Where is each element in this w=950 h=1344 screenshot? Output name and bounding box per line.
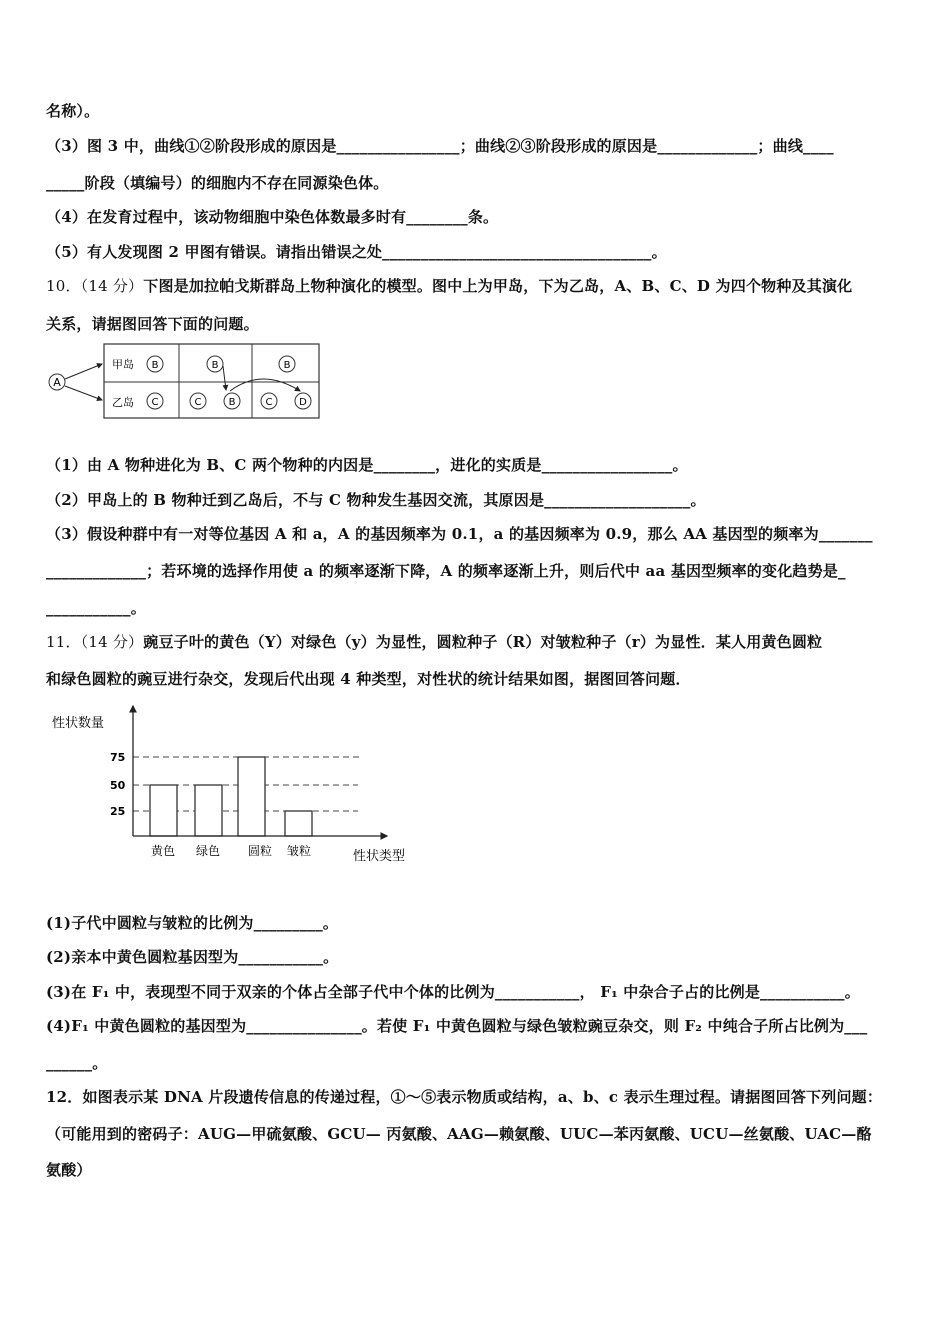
trait-bar-chart-svg — [40, 700, 420, 870]
q10-part3-line-1: （3）假设种群中有一对等位基因 A 和 a，A 的基因频率为 0.1，a 的基因频率为 0.9，那么 AA 基因型的频率为_______ — [46, 525, 873, 543]
y-tick-25: 25 — [110, 805, 126, 818]
q11-stem-line-2: 和绿色圆粒的豌豆进行杂交，发现后代出现 4 种类型，对性状的统计结果如图，据图回答问题． — [46, 670, 691, 688]
q9-part4: （4）在发育过程中，该动物细胞中染色体数最多时有________条。 — [46, 208, 499, 226]
x-cat-wrinkled: 皱粒 — [286, 844, 312, 858]
y-tick-50: 50 — [110, 779, 126, 792]
island-yi-label: 乙岛 — [112, 396, 134, 409]
x-cat-green: 绿色 — [195, 844, 221, 858]
svg-text:C: C — [265, 397, 273, 408]
q11-stem-line-1 — [46, 632, 822, 652]
x-cat-yellow: 黄色 — [150, 844, 176, 858]
svg-text:B: B — [283, 360, 291, 371]
trait-bar-chart — [40, 700, 420, 870]
q12-stem-line-1: 12．如图表示某 DNA 片段遗传信息的传递过程，①～⑤表示物质或结构，a、b、c 表示生理过程。请据图回答下列问题： — [46, 1088, 883, 1106]
y-tick-75: 75 — [110, 751, 126, 764]
svg-text:D: D — [299, 397, 307, 408]
q11-stem-text: 豌豆子叶的黄色（Y）对绿色（y）为显性，圆粒种子（R）对皱粒种子（r）为显性．某人用黄色圆粒 — [143, 633, 823, 651]
x-axis-label: 性状类型 — [353, 849, 406, 864]
q10-part3-line-2: _____________；若环境的选择作用使 a 的频率逐渐下降，A 的频率逐渐上升，则后代中 aa 基因型频率的变化趋势是_ — [46, 562, 846, 580]
svg-text:B: B — [151, 360, 159, 371]
speciation-diagram — [40, 340, 330, 425]
species-a-label: A — [53, 376, 61, 389]
q10-part1: （1）由 A 物种进化为 B、C 两个物种的内因是________，进化的实质是_________________。 — [46, 456, 688, 474]
island-jia-label: 甲岛 — [112, 358, 134, 371]
q10-stem-line-2: 关系，请据图回答下面的问题。 — [46, 315, 259, 333]
q11-part4-line-2: ______。 — [46, 1054, 108, 1072]
speciation-diagram-svg — [40, 340, 330, 425]
q9-line-1: 名称）。 — [46, 102, 100, 120]
q9-part3-line: （3）图 3 中，曲线①②阶段形成的原因是________________；曲线②③阶段形成的原因是_____________；曲线____ — [46, 137, 834, 155]
svg-text:B: B — [211, 360, 219, 371]
bar-round — [238, 757, 265, 836]
svg-text:C: C — [194, 397, 202, 408]
q12-stem-line-2: （可能用到的密码子：AUG—甲硫氨酸、GCU— 丙氨酸、AAG—赖氨酸、UUC—苯丙氨酸、UCU—丝氨酸、UAC—酪 — [46, 1125, 872, 1143]
x-cat-round: 圆粒 — [247, 844, 273, 858]
q9-part3-line-cont: _____阶段（填编号）的细胞内不存在同源染色体。 — [46, 174, 389, 192]
bar-green — [195, 785, 222, 836]
q11-part3: (3)在 F₁ 中，表现型不同于双亲的个体占全部子代中个体的比例为___________， F₁ 中杂合子占的比例是___________。 — [46, 983, 860, 1001]
y-axis-label: 性状数量 — [52, 716, 105, 731]
bar-yellow — [150, 785, 177, 836]
q11-number: 11．（14 分） — [46, 633, 144, 651]
q11-part2: (2)亲本中黄色圆粒基因型为___________。 — [46, 948, 339, 966]
q10-part3-line-3: ___________。 — [46, 599, 146, 617]
q10-stem-text: 下图是加拉帕戈斯群岛上物种演化的模型。图中上为甲岛，下为乙岛，A、B、C、D 为四个物种及其演化 — [143, 277, 853, 295]
svg-text:C: C — [151, 397, 159, 408]
bar-wrinkled — [285, 811, 312, 836]
q10-part2: （2）甲岛上的 B 物种迁到乙岛后，不与 C 物种发生基因交流，其原因是___________________。 — [46, 491, 706, 509]
q11-part1: (1)子代中圆粒与皱粒的比例为_________。 — [46, 914, 339, 932]
svg-text:B: B — [228, 397, 236, 408]
q9-part5: （5）有人发现图 2 甲图有错误。请指出错误之处___________________________________。 — [46, 243, 667, 261]
q11-part4-line-1: (4)F₁ 中黄色圆粒的基因型为_______________。若使 F₁ 中黄色圆粒与绿色皱粒豌豆杂交，则 F₂ 中纯合子所占比例为___ — [46, 1017, 868, 1035]
q10-stem-line-1 — [46, 276, 852, 296]
q12-stem-line-3: 氨酸） — [46, 1161, 92, 1179]
q10-number: 10．（14 分） — [46, 277, 144, 295]
